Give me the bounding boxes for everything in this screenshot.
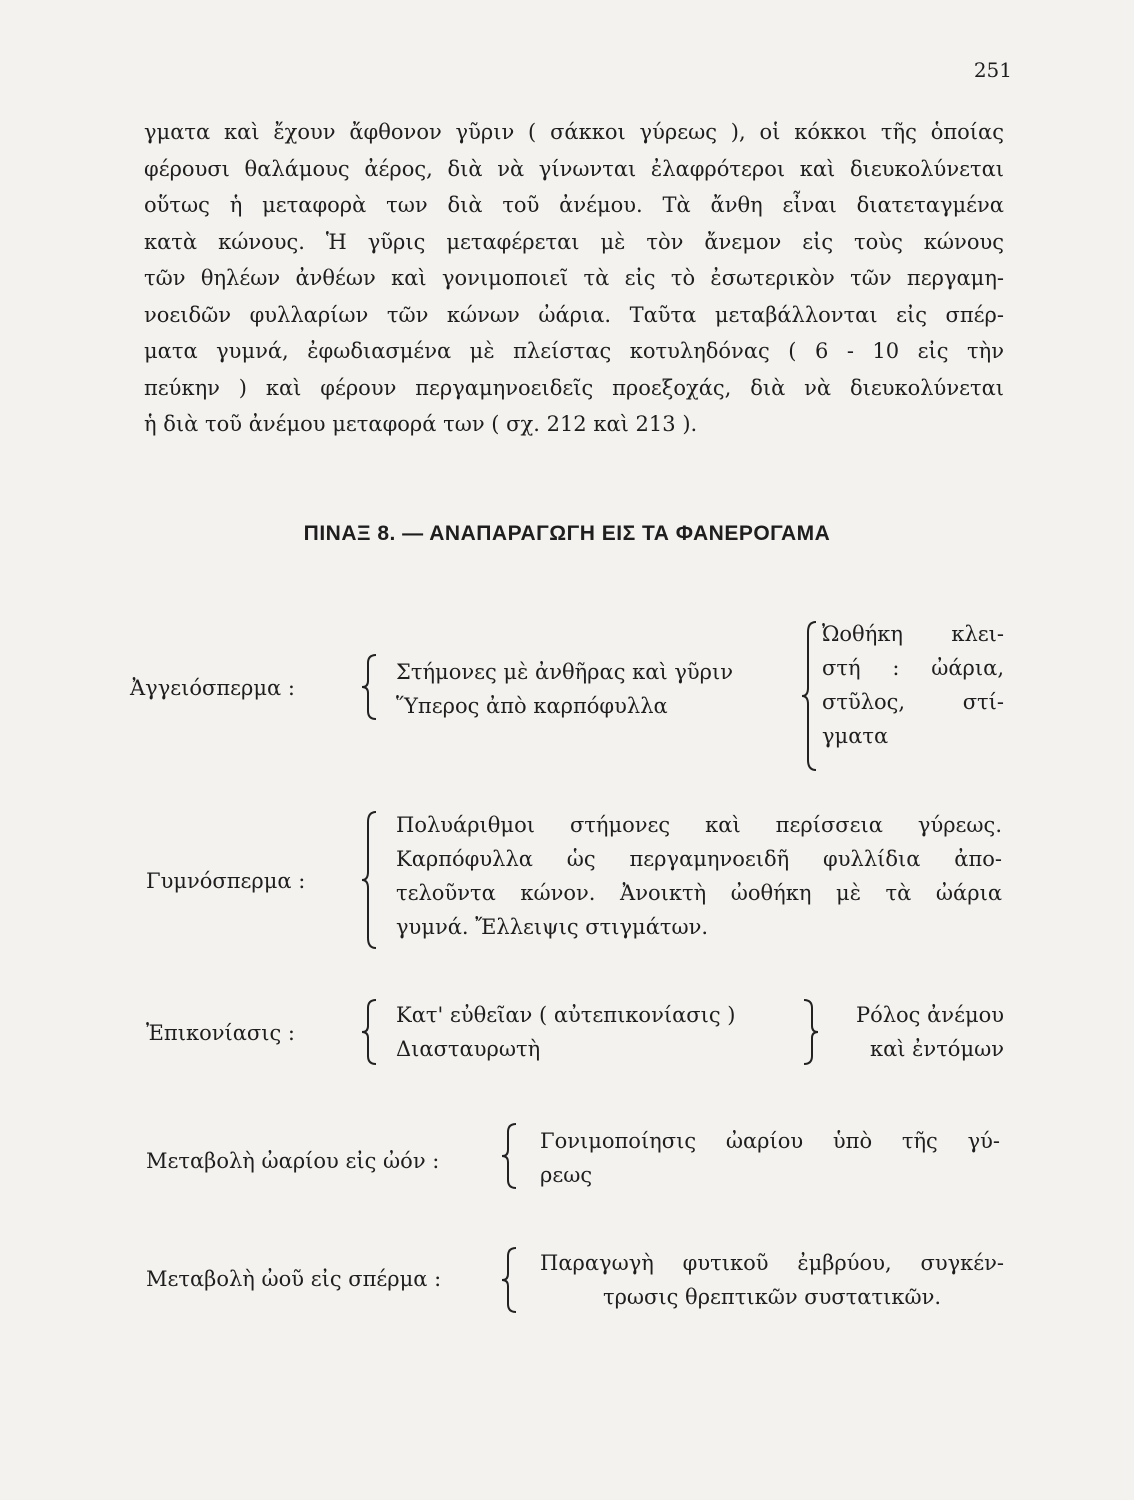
left-brace-icon — [360, 653, 380, 721]
angiosperma-subnote — [822, 617, 1004, 753]
description-line: Καρπόφυλλα ὡς περγαμηνοειδῆ φυλλίδια ἀπο- — [396, 847, 1002, 871]
note-line: καὶ ἐντόμων — [869, 1037, 1004, 1061]
subnote-line: στή : ὠάρια, — [822, 656, 1004, 680]
note-line: Ρόλος ἀνέμου — [855, 1003, 1004, 1027]
epikoniasis-item: Κατ' εὐθεῖαν ( αὐτεπικονίασις ) — [396, 1003, 736, 1027]
left-brace-icon — [360, 810, 380, 950]
description-line: ρεως — [540, 1163, 593, 1187]
left-brace-icon — [500, 1246, 520, 1314]
gymnosperma-label: Γυμνόσπερμα : — [146, 869, 306, 893]
paragraph-line: φέρουσι θαλάμους ἀέρος, διὰ νὰ γίνωνται ἐλαφρότεροι καὶ διευκολύνεται — [144, 156, 1004, 181]
subnote-line: Ὠοθήκη κλει- — [822, 622, 1004, 646]
right-brace-icon — [800, 998, 820, 1066]
metaboli-oariou-description — [540, 1124, 1000, 1192]
metaboli-oou-description — [540, 1246, 1004, 1314]
description-line: γυμνά. Ἔλλειψις στιγμάτων. — [396, 915, 709, 939]
description-line: Παραγωγὴ φυτικοῦ ἐμβρύου, συγκέν- — [540, 1251, 1004, 1275]
paragraph-line: πεύκην ) καὶ φέρουν περγαμηνοειδεῖς προεξοχάς, διὰ νὰ διευκολύνεται — [144, 375, 1004, 400]
epikoniasis-label: Ἐπικονίασις : — [146, 1021, 295, 1045]
description-line: Γονιμοποίησις ὠαρίου ὑπὸ τῆς γύ- — [540, 1129, 1000, 1153]
paragraph-line: νοειδῶν φυλλαρίων τῶν κώνων ὠάρια. Ταῦτα μεταβάλλονται εἰς σπέρ- — [144, 302, 1004, 327]
epikoniasis-note — [826, 998, 1004, 1066]
description-line: Πολυάριθμοι στήμονες καὶ περίσσεια γύρεως. — [396, 813, 1002, 837]
epikoniasis-item: Διασταυρωτὴ — [396, 1037, 541, 1061]
metaboli-oariou-label: Μεταβολὴ ὠαρίου εἰς ὠόν : — [146, 1149, 440, 1173]
paragraph-line: ἡ διὰ τοῦ ἀνέμου μεταφορά των ( σχ. 212 καὶ 213 ). — [144, 412, 698, 436]
subnote-line: γματα — [822, 724, 889, 748]
body-paragraph — [144, 114, 1004, 443]
metaboli-oou-label: Μεταβολὴ ὠοῦ εἰς σπέρμα : — [146, 1267, 442, 1291]
angiosperma-item: Ὕπερος ἀπὸ καρπόφυλλα — [396, 694, 668, 718]
gymnosperma-description — [396, 808, 1002, 944]
paragraph-line: κατὰ κώνους. Ἡ γῦρις μεταφέρεται μὲ τὸν ἄνεμον εἰς τοὺς κώνους — [144, 229, 1004, 254]
page-number: 251 — [973, 58, 1012, 82]
description-line: τρωσις θρεπτικῶν συστατικῶν. — [602, 1285, 942, 1309]
angiosperma-item: Στήμονες μὲ ἀνθῆρας καὶ γῦριν — [396, 660, 734, 684]
left-brace-icon — [800, 620, 820, 772]
left-brace-icon — [360, 998, 380, 1066]
epikoniasis-items — [396, 998, 816, 1066]
paragraph-line: ματα γυμνά, ἐφωδιασμένα μὲ πλείστας κοτυληδόνας ( 6 - 10 εἰς τὴν — [144, 339, 1004, 363]
left-brace-icon — [500, 1122, 520, 1190]
angiosperma-label: Ἀγγειόσπερμα : — [130, 676, 295, 700]
paragraph-line: γματα καὶ ἔχουν ἄφθονον γῦριν ( σάκκοι γύρεως ), οἱ κόκκοι τῆς ὁποίας — [144, 120, 1004, 144]
paragraph-line: τῶν θηλέων ἀνθέων καὶ γονιμοποιεῖ τὰ εἰς τὸ ἐσωτερικὸν τῶν περγαμη- — [144, 266, 1004, 290]
paragraph-line: οὕτως ἡ μεταφορὰ των διὰ τοῦ ἀνέμου. Τὰ ἄνθη εἶναι διατεταγμένα — [144, 193, 1004, 217]
subnote-line: στῦλος, στί- — [822, 690, 1004, 714]
angiosperma-items — [396, 655, 796, 723]
table-title: ΠΙΝΑΞ 8. — ΑΝΑΠΑΡΑΓΩΓΗ ΕΙΣ ΤΑ ΦΑΝΕΡΟΓΑΜΑ — [303, 522, 831, 545]
description-line: τελοῦντα κώνον. Ἀνοικτὴ ὠοθήκη μὲ τὰ ὠάρια — [396, 881, 1002, 905]
